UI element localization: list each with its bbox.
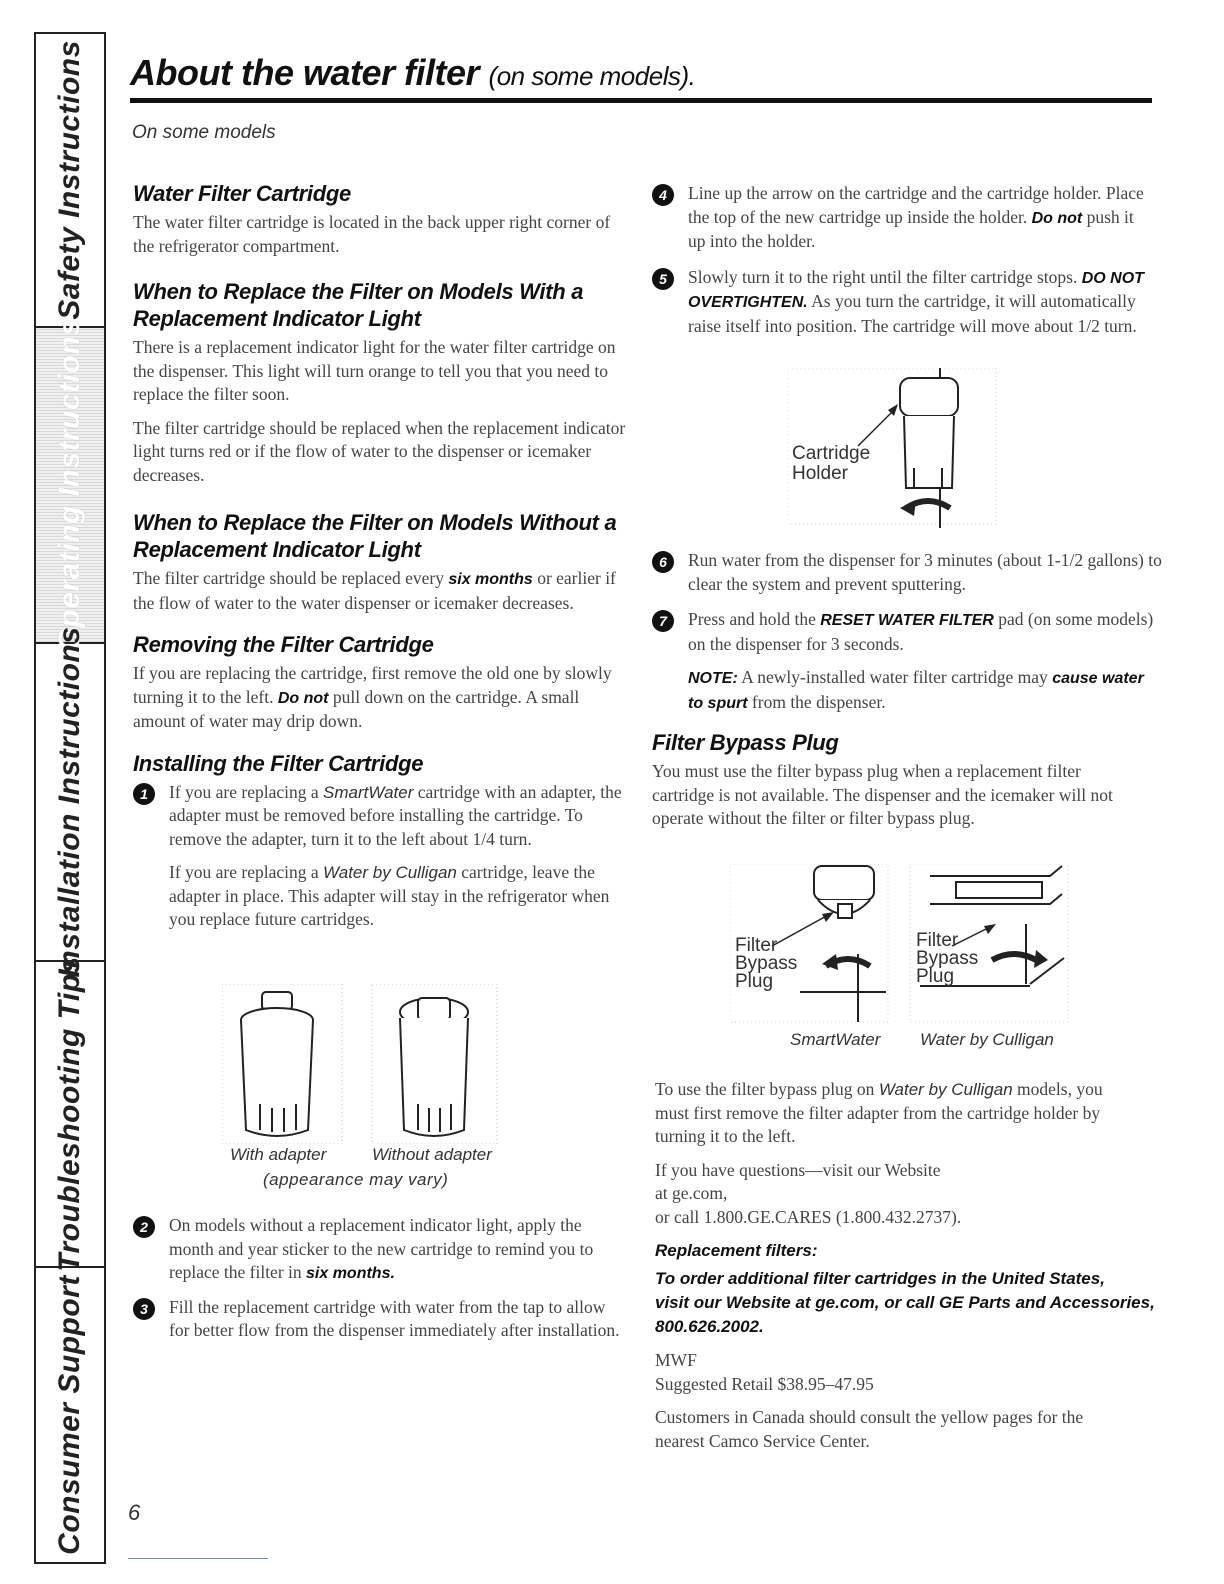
emphasis: six months <box>448 571 533 588</box>
rotate-arrow-icon <box>992 954 1036 960</box>
smartwater-caption: SmartWater <box>790 1030 881 1049</box>
step-number: 7 <box>652 610 674 632</box>
tab-installation-instructions[interactable] <box>36 626 104 978</box>
step-3 <box>133 1296 628 1343</box>
tab-label: Installation Instructions <box>53 626 86 978</box>
step-4-text <box>688 182 1152 254</box>
cartridge-with-adapter-icon <box>241 992 313 1136</box>
appearance-note: (appearance may vary) <box>263 1170 449 1189</box>
emphasis: cause water to spurt <box>688 670 1144 712</box>
emphasis: RESET WATER FILTER <box>820 612 994 629</box>
cartridge-adapter-figure <box>222 984 512 1144</box>
step-number: 2 <box>133 1216 155 1238</box>
suggested-retail: Suggested Retail $38.95–47.95 <box>655 1373 874 1394</box>
label-line: Bypass <box>735 953 798 974</box>
step-number: 3 <box>133 1298 155 1320</box>
step-7 <box>652 608 1162 715</box>
step-6 <box>652 549 1162 596</box>
right-column-middle <box>652 549 1162 831</box>
step-6-text: Run water from the dispenser for 3 minutes (about 1-1/2 gallons) to clear the system and prevent sputtering. <box>688 550 1162 594</box>
smartwater-bypass-icon <box>800 866 886 1022</box>
tab-label: Safety Instructions <box>53 40 86 320</box>
italic-term: SmartWater <box>323 782 414 802</box>
bypass-heading: Filter Bypass Plug <box>652 730 839 755</box>
text-run: Press and hold the <box>688 609 821 629</box>
right-column-top <box>652 182 1152 338</box>
text-run: If you are replacing a <box>169 862 324 882</box>
step-4 <box>652 182 1152 254</box>
label-line: Bypass <box>916 948 979 969</box>
tab-safety-instructions[interactable] <box>36 34 104 328</box>
text-run: If you are replacing a <box>169 781 324 802</box>
text-run: A newly-installed water filter cartridge may <box>737 667 1053 687</box>
footer-line <box>128 1558 268 1559</box>
italic-term: Water by Culligan <box>878 1080 1013 1099</box>
text-run: pull down on the cartridge. A small amount of water may drip down. <box>133 686 580 731</box>
emphasis: DO NOT OVERTIGHTEN. <box>688 269 1144 311</box>
order-info <box>655 1267 1155 1339</box>
title-text: About the water filter <box>130 52 480 93</box>
section-tabs <box>34 32 106 1564</box>
text-line: at ge.com, <box>655 1183 728 1203</box>
text-run: On models without a replacement indicator light, apply the month and year sticker to the new cartridge to remind you to replace the filter in <box>169 1215 594 1282</box>
note-text <box>688 666 1162 715</box>
text-run: from the dispenser. <box>747 691 886 712</box>
bypass-text: You must use the filter bypass plug when a replacement filter cartridge is not available. The dispenser and the icemaker will not operate without the filter or filter bypass plug. <box>652 761 1113 828</box>
step-number: 1 <box>133 783 155 805</box>
removing-text <box>133 662 628 734</box>
pointer-line <box>858 408 896 446</box>
text-line: or call 1.800.GE.CARES (1.800.432.2737). <box>655 1206 962 1227</box>
label-line: Plug <box>916 966 955 987</box>
note-label: NOTE: <box>688 670 738 687</box>
label-line: Filter <box>916 930 959 951</box>
installing-heading: Installing the Filter Cartridge <box>133 750 424 776</box>
text-run: pad (on some models) on the dispenser for 3 seconds. <box>688 609 1154 654</box>
step-2 <box>133 1214 628 1286</box>
text-line: visit our Website at ge.com, or call GE Parts and Accessories, <box>655 1293 1155 1312</box>
questions-text <box>655 1159 1155 1230</box>
tab-troubleshooting-tips[interactable] <box>36 956 104 1272</box>
intro-note: On some models <box>132 122 276 143</box>
pointer-arrowhead <box>822 912 834 922</box>
italic-term: Water by Culligan <box>323 863 457 882</box>
without-light-heading: When to Replace the Filter on Models Without a Replacement Indicator Light <box>133 510 617 562</box>
cartridge-label: Cartridge <box>792 443 871 464</box>
step-5-text <box>688 266 1152 339</box>
right-column-bottom <box>655 1078 1155 1453</box>
text-run: As you turn the cartridge, it will automatically raise itself into position. The cartridge will move about 1/2 turn. <box>688 291 1137 336</box>
canada-text: Customers in Canada should consult the yellow pages for the nearest Camco Service Center. <box>655 1407 1084 1451</box>
title-subtitle: (on some models). <box>488 61 696 91</box>
text-run: Slowly turn it to the right until the filter cartridge stops. <box>688 266 1082 287</box>
text-run: To use the filter bypass plug on <box>655 1079 879 1099</box>
culligan-caption: Water by Culligan <box>920 1030 1054 1049</box>
step-1-text-2 <box>169 861 628 932</box>
tab-label: Consumer Support <box>53 1275 86 1555</box>
left-column <box>133 180 628 932</box>
text-run: If you are replacing the cartridge, first remove the old one by slowly turning it to the left. <box>133 663 612 707</box>
text-line: 800.626.2002. <box>655 1317 764 1336</box>
tab-consumer-support[interactable] <box>36 1268 104 1562</box>
without-light-text <box>133 567 628 615</box>
step-1 <box>133 781 628 932</box>
culligan-text <box>655 1078 1135 1149</box>
without-adapter-caption: Without adapter <box>372 1145 492 1164</box>
text-run: models, you must first remove the filter adapter from the cartridge holder by turning it to the left. <box>655 1079 1103 1146</box>
page-number: 6 <box>128 1500 141 1525</box>
step-3-text: Fill the replacement cartridge with water from the tap to allow for better flow from the dispenser immediately after installation. <box>169 1296 620 1340</box>
rotate-arrowhead <box>900 500 916 516</box>
text-line: If you have questions—visit our Website <box>655 1159 941 1180</box>
cartridge-holder-icon <box>900 378 958 488</box>
removing-heading: Removing the Filter Cartridge <box>133 632 434 657</box>
replacement-heading: Replacement filters: <box>655 1241 818 1260</box>
rotate-arrowhead <box>822 954 838 970</box>
tab-operating-instructions[interactable] <box>36 318 104 652</box>
culligan-plug-label <box>916 932 978 986</box>
step-number: 6 <box>652 551 674 573</box>
tab-label: Operating Instructions <box>53 318 86 652</box>
left-column-steps <box>133 1214 628 1343</box>
step-7-text <box>688 608 1162 656</box>
step-1-text <box>169 781 628 852</box>
rotate-arrowhead <box>1034 950 1048 968</box>
emphasis: Do not <box>277 689 329 707</box>
pointer-arrowhead <box>984 924 996 934</box>
step-number: 4 <box>652 184 674 206</box>
step-2-text <box>169 1214 628 1286</box>
with-light-p1: There is a replacement indicator light for the water filter cartridge on the dispenser. This light will turn orange to tell you that you need to replace the filter soon. <box>133 337 616 404</box>
holder-label: Holder <box>792 463 848 484</box>
title-rule <box>130 98 1152 103</box>
cartridge-heading: Water Filter Cartridge <box>133 181 351 206</box>
text-run: or earlier if the flow of water to the water dispenser or icemaker decreases. <box>133 568 616 613</box>
emphasis: six months. <box>306 1265 395 1282</box>
cartridge-text: The water filter cartridge is located in the back upper right corner of the refrigerator compartment. <box>133 212 611 256</box>
label-line: Filter <box>735 935 778 956</box>
text-run: cartridge, leave the adapter in place. This adapter will stay in the refrigerator when you replace future cartridges. <box>169 862 610 929</box>
cartridge-without-adapter-icon <box>400 998 468 1136</box>
text-run: push it up into the holder. <box>688 206 1134 251</box>
step-5 <box>652 266 1152 339</box>
text-run: Line up the arrow on the cartridge and the cartridge holder. Place the top of the new cartridge up inside the holder. <box>688 183 1144 227</box>
model-number: MWF <box>655 1350 697 1370</box>
text-run: cartridge with an adapter, the adapter must be removed before installing the cartridge. To remove the adapter, turn it to the left about 1/4 turn. <box>169 781 622 849</box>
with-light-heading: When to Replace the Filter on Models With a Replacement Indicator Light <box>133 279 584 331</box>
text-run: The filter cartridge should be replaced every <box>133 568 449 588</box>
page-title <box>130 52 695 94</box>
emphasis: Do not <box>1031 209 1083 227</box>
tab-label: Troubleshooting Tips <box>53 956 86 1272</box>
with-light-p2: The filter cartridge should be replaced when the replacement indicator light turns red or if the flow of water to the dispenser or icemaker decreases. <box>133 417 626 485</box>
with-adapter-caption: With adapter <box>230 1145 327 1164</box>
text-line: To order additional filter cartridges in the United States, <box>655 1269 1105 1288</box>
label-line: Plug <box>735 971 774 992</box>
smartwater-plug-label <box>735 937 797 991</box>
step-number: 5 <box>652 268 674 290</box>
